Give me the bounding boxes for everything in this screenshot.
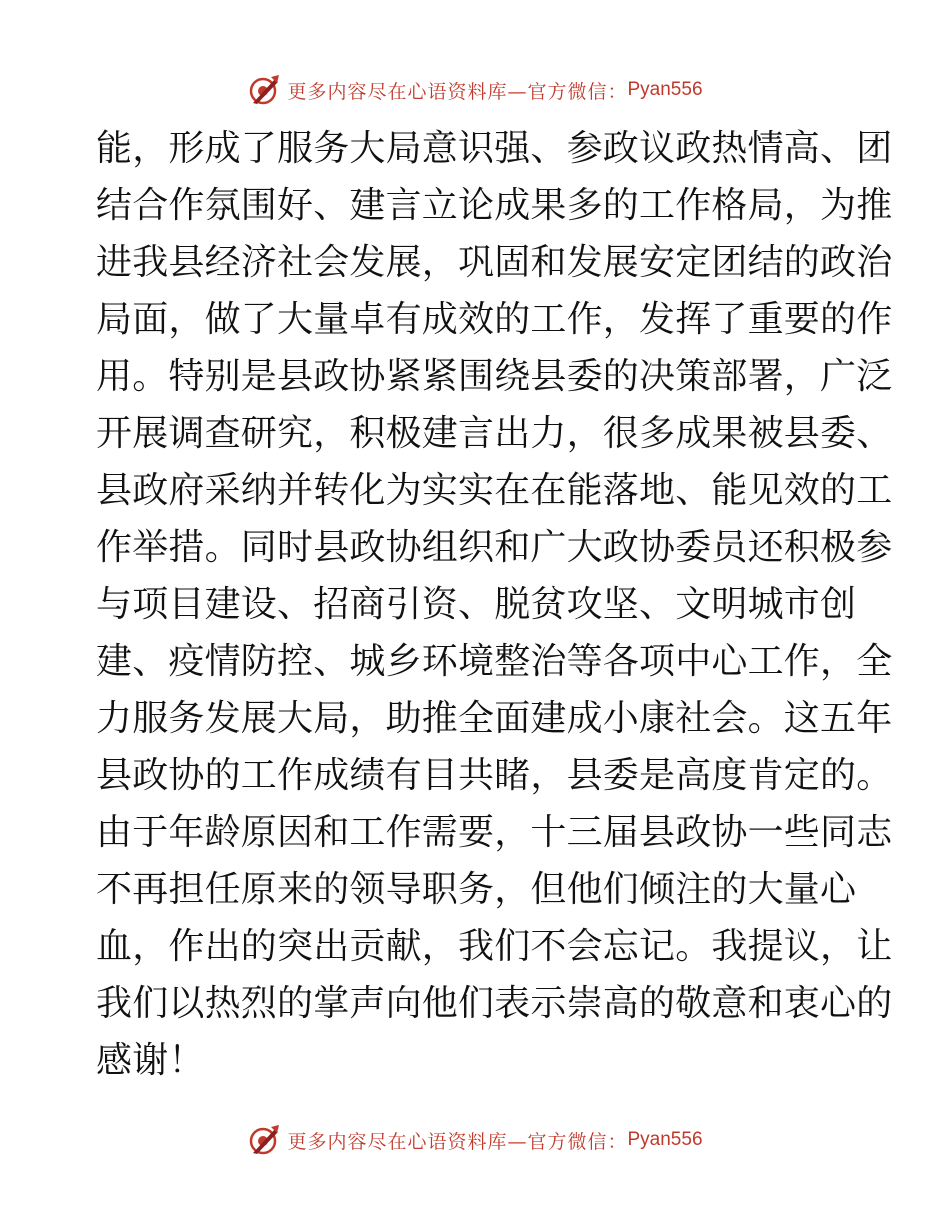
header-banner (0, 70, 950, 110)
body-line: 血，作出的突出贡献，我们不会忘记。我提议，让 (96, 926, 893, 967)
header-banner-text: 更多内容尽在心语资料库—官方微信： (287, 80, 628, 103)
footer-banner-text: 更多内容尽在心语资料库—官方微信： (287, 1130, 628, 1153)
body-line: 力服务发展大局，助推全面建成小康社会。这五年 (96, 698, 893, 739)
body-line: 用。特别是县政协紧紧围绕县委的决策部署，广泛 (96, 356, 893, 397)
quill-logo-icon (247, 73, 281, 107)
body-line: 感谢！ (96, 1040, 205, 1081)
body-line: 建、疫情防控、城乡环境整治等各项中心工作，全 (96, 641, 893, 682)
body-line: 开展调查研究，积极建言出力，很多成果被县委、 (96, 413, 893, 454)
body-line: 结合作氛围好、建言立论成果多的工作格局，为推 (96, 185, 893, 226)
body-line: 作举措。同时县政协组织和广大政协委员还积极参 (96, 527, 893, 568)
header-banner-handle: Pyan556 (627, 79, 703, 100)
body-line: 进我县经济社会发展，巩固和发展安定团结的政治 (96, 242, 893, 283)
body-line: 与项目建设、招商引资、脱贫攻坚、文明城市创 (96, 584, 857, 625)
footer-banner-handle: Pyan556 (627, 1129, 703, 1150)
quill-logo-icon (247, 1123, 281, 1157)
body-line: 局面，做了大量卓有成效的工作，发挥了重要的作 (96, 299, 893, 340)
body-line: 能，形成了服务大局意识强、参政议政热情高、团 (96, 128, 893, 169)
body-line: 不再担任原来的领导职务，但他们倾注的大量心 (96, 869, 857, 910)
body-line: 县政府采纳并转化为实实在在能落地、能见效的工 (96, 470, 893, 511)
body-line: 由于年龄原因和工作需要，十三届县政协一些同志 (96, 812, 893, 853)
body-line: 县政协的工作成绩有目共睹，县委是高度肯定的。 (96, 755, 893, 796)
footer-banner (0, 1120, 950, 1160)
document-body (96, 120, 893, 1089)
body-line: 我们以热烈的掌声向他们表示崇高的敬意和衷心的 (96, 983, 893, 1024)
